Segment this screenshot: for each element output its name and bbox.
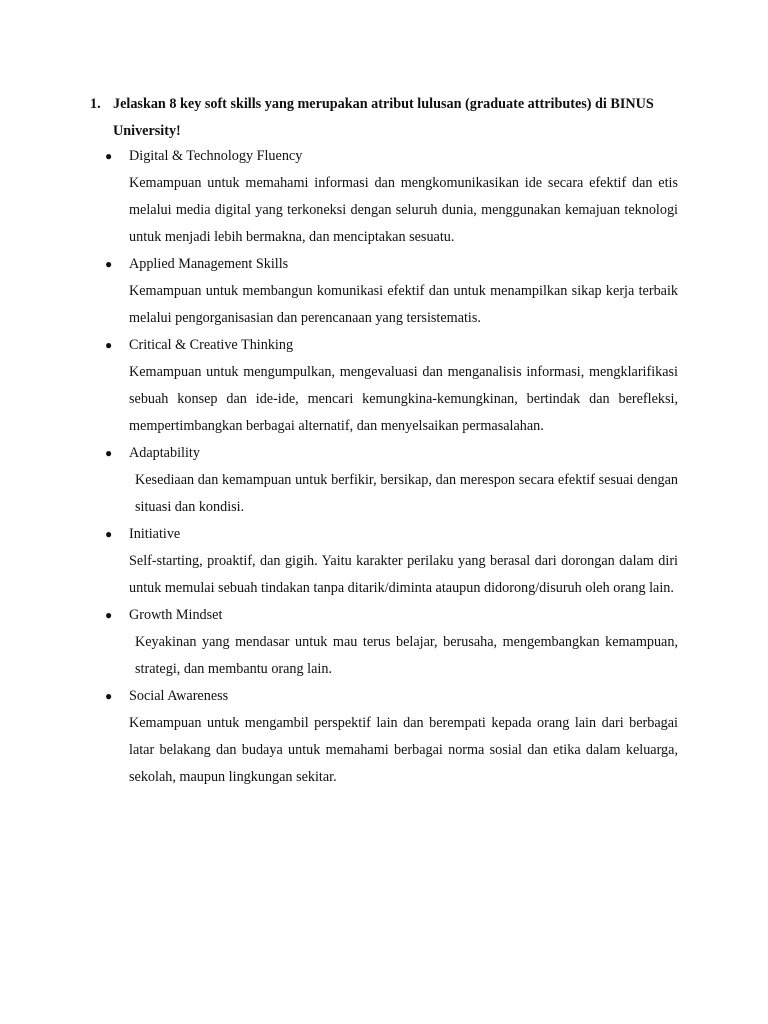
question-heading [90, 91, 690, 145]
question-text: Jelaskan 8 key soft skills yang merupakan atribut lulusan (graduate attributes) di BINUS University! [113, 96, 654, 139]
list-item-adaptability [105, 440, 680, 521]
bullet-icon: ● [105, 257, 113, 271]
list-item-critical-creative-thinking [105, 332, 680, 440]
skill-description: Keyakinan yang mendasar untuk mau terus belajar, berusaha, mengembangkan kemampuan, strategi, dan membantu orang lain. [135, 634, 678, 677]
list-item-applied-management-skills [105, 251, 680, 332]
skill-description: Kemampuan untuk mengambil perspektif lain dan berempati kepada orang lain dari berbagai latar belakang dan budaya untuk memahami berbagai norma sosial dan etika dalam keluarga, sekolah, maupun lingkungan sekitar. [129, 715, 678, 785]
skill-title: Social Awareness [129, 688, 229, 704]
bullet-icon: ● [105, 689, 113, 703]
question-number: 1. [90, 96, 101, 112]
bullet-icon: ● [105, 608, 113, 622]
skill-description: Kemampuan untuk membangun komunikasi efektif dan untuk menampilkan sikap kerja terbaik melalui pengorganisasian dan perencanaan yang tersistematis. [129, 283, 678, 326]
list-item-social-awareness [105, 683, 680, 791]
skill-description: Self-starting, proaktif, dan gigih. Yaitu karakter perilaku yang berasal dari dorongan dalam diri untuk memulai sebuah tindakan tanpa ditarik/diminta ataupun didorong/disuruh oleh orang lain. [129, 553, 678, 596]
soft-skills-list [105, 143, 680, 791]
skill-description: Kemampuan untuk memahami informasi dan mengkomunikasikan ide secara efektif dan etis melalui media digital yang terkoneksi dengan seluruh dunia, menggunakan kemajuan teknologi untuk menjadi lebih bermakna, dan menciptakan sesuatu. [129, 175, 678, 245]
skill-title: Growth Mindset [129, 607, 223, 623]
skill-description: Kesediaan dan kemampuan untuk berfikir, bersikap, dan merespon secara efektif sesuai dengan situasi dan kondisi. [135, 472, 678, 515]
list-item-growth-mindset [105, 602, 680, 683]
list-item-digital-technology-fluency [105, 143, 680, 251]
bullet-icon: ● [105, 446, 113, 460]
skill-title: Initiative [129, 526, 181, 542]
bullet-icon: ● [105, 149, 113, 163]
list-item-initiative [105, 521, 680, 602]
bullet-icon: ● [105, 527, 113, 541]
skill-title: Digital & Technology Fluency [129, 148, 303, 164]
skill-title: Critical & Creative Thinking [129, 337, 294, 353]
skill-description: Kemampuan untuk mengumpulkan, mengevaluasi dan menganalisis informasi, mengklarifikasi sebuah konsep dan ide-ide, mencari kemungkina-kemungkinan, bertindak dan berefleksi, mempertimbangkan berbagai alternatif, dan menyelsaikan permasalahan. [129, 364, 678, 434]
skill-title: Adaptability [129, 445, 200, 461]
bullet-icon: ● [105, 338, 113, 352]
skill-title: Applied Management Skills [129, 256, 289, 272]
